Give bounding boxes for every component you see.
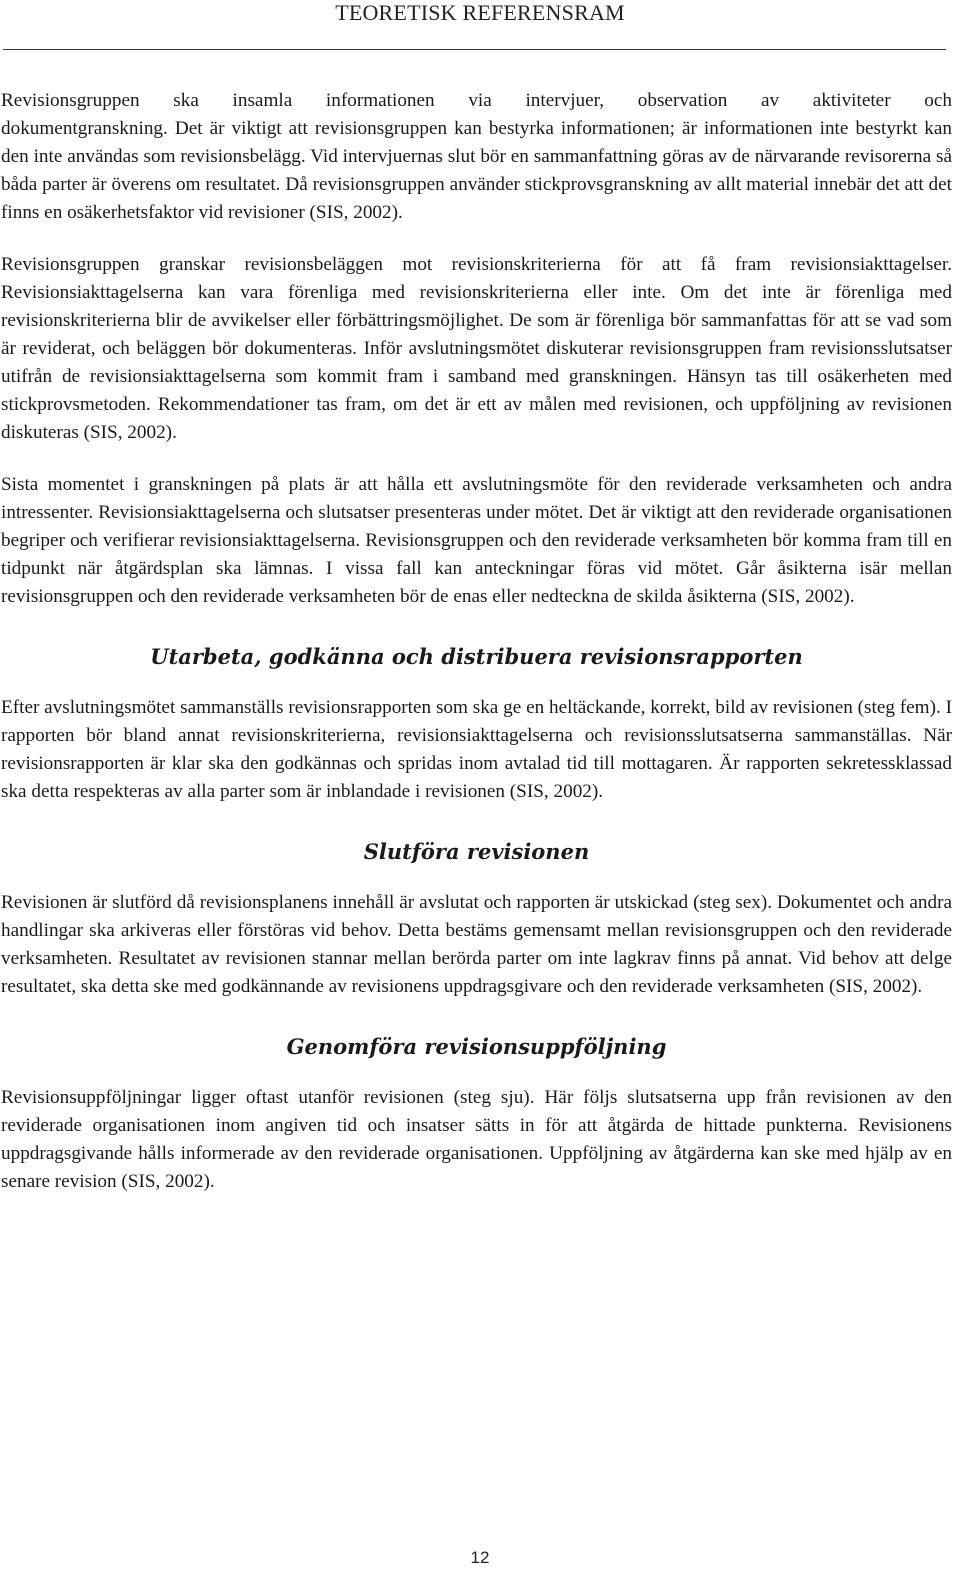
section-body-complete: Revisionen är slutförd då revisionsplanens innehåll är avslutat och rapporten är utskickad (steg sex). Dokumentet och andra handlingar ska arkiveras eller förstöras vid behov. Detta bestäms gemensamt mellan revisionsgruppen och den reviderade verksamheten. Resultatet av revisionen stannar mellan berörda parter om inte lagkrav finns på annat. Vid behov att delge resultatet, ska detta ske med godkännande av revisionens uppdragsgivare och den reviderade verksamheten (SIS, 2002). bbox=[1, 892, 952, 997]
section-heading-report: Utarbeta, godkänna och distribuera revisionsrapporten bbox=[150, 644, 803, 669]
section-heading-complete: Slutföra revisionen bbox=[363, 839, 590, 864]
paragraph-intro-first-line: Revisionsgruppen ska insamla informationen via intervjuer, observation av aktiviteter och bbox=[1, 90, 952, 111]
section-heading-followup: Genomföra revisionsuppföljning bbox=[286, 1034, 667, 1059]
running-header: TEORETISK REFERENSRAM bbox=[335, 0, 625, 25]
paragraph-findings: Revisionsgruppen granskar revisionsbeläggen mot revisionskriterierna för att få fram revisionsiakttagelser. Revisionsiakttagelserna kan vara förenliga med revisionskriterierna eller inte. Om det inte är förenliga med revisionskriterierna blir de avvikelser eller förbättringsmöjlighet. De som är förenliga bör sammanfattas för att se vad som är reviderat, och beläggen bör dokumenteras. Inför avslutningsmötet diskuterar revisionsgruppen fram revisionsslutsatser utifrån de revisionsiakttagelserna som kommit fram i samband med granskningen. Hänsyn tas till osäkerheten med stickprovsmetoden. Rekommendationer tas fram, om det är ett av målen med revisionen, och uppföljning av revisionen diskuteras (SIS, 2002). bbox=[1, 254, 952, 443]
page-content bbox=[1, 87, 952, 1196]
paragraph-closing-meeting: Sista momentet i granskningen på plats är att hålla ett avslutningsmöte för den reviderade verksamheten och andra intressenter. Revisionsiakttagelserna och slutsatser presenteras under mötet. Det är viktigt att den reviderade organisationen begriper och verifierar revisionsiakttagelserna. Revisionsgruppen och den reviderade verksamheten bör komma fram till en tidpunkt när åtgärdsplan ska lämnas. I vissa fall kan anteckningar föras vid mötet. Går åsikterna isär mellan revisionsgruppen och den reviderade verksamheten bör de enas eller nedteckna de skilda åsikterna (SIS, 2002). bbox=[1, 474, 952, 607]
header-rule bbox=[3, 49, 946, 50]
section-body-report: Efter avslutningsmötet sammanställs revisionsrapporten som ska ge en heltäckande, korrekt, bild av revisionen (steg fem). I rapporten bör bland annat revisionskriterierna, revisionsiakttagelserna och revisionsslutsatserna sammanställas. När revisionsrapporten är klar ska den godkännas och spridas inom avtalad tid till mottagaren. Är rapporten sekretessklassad ska detta respekteras av alla parter som är inblandade i revisionen (SIS, 2002). bbox=[1, 697, 952, 802]
section-body-followup: Revisionsuppföljningar ligger oftast utanför revisionen (steg sju). Här följs slutsatserna upp från revisionen av den reviderade organisationen inom angiven tid och insatser sätts in för att åtgärda de hittade punkterna. Revisionens uppdragsgivande hålls informerade av den reviderade organisationen. Uppföljning av åtgärderna kan ske med hjälp av en senare revision (SIS, 2002). bbox=[1, 1087, 952, 1192]
paragraph-intro-rest: dokumentgranskning. Det är viktigt att revisionsgruppen kan bestyrka informationen; är informationen inte bestyrkt kan den inte användas som revisionsbelägg. Vid intervjuernas slut bör en sammanfattning göras av de närvarande revisorerna så båda parter är överens om resultatet. Då revisionsgruppen använder stickprovsgranskning av allt material innebär det att det finns en osäkerhetsfaktor vid revisioner (SIS, 2002). bbox=[1, 118, 952, 223]
page-number: 12 bbox=[470, 1548, 490, 1567]
paragraph-intro bbox=[1, 87, 952, 227]
